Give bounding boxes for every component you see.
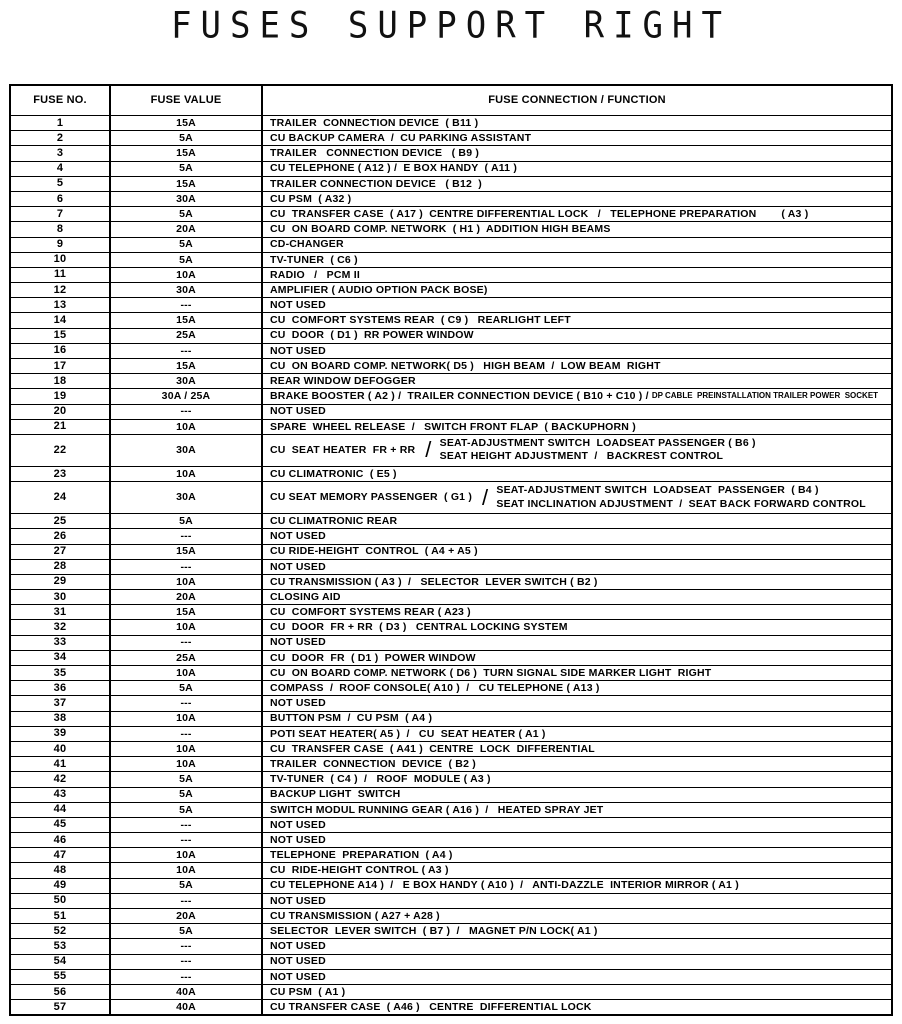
table-row bbox=[11, 237, 891, 252]
fuse-function-cell: CD-CHANGER bbox=[270, 238, 344, 251]
fuse-function-cell: NOT USED bbox=[270, 818, 326, 831]
fuse-no-cell: 41 bbox=[11, 757, 111, 771]
fuse-no-cell: 40 bbox=[11, 742, 111, 756]
fuse-value-cell: --- bbox=[111, 560, 263, 574]
split-line: SEAT-ADJUSTMENT SWITCH LOADSEAT PASSENGER ( B4 ) bbox=[496, 483, 819, 496]
col-header-fuse-no: FUSE NO. bbox=[11, 86, 111, 115]
fuse-value-cell: --- bbox=[111, 833, 263, 847]
table-row bbox=[11, 923, 891, 938]
table-row bbox=[11, 908, 891, 923]
fuse-no-cell: 52 bbox=[11, 924, 111, 938]
fuse-function-cell: TV-TUNER ( C6 ) bbox=[270, 253, 358, 266]
fuse-no-cell: 2 bbox=[11, 131, 111, 145]
fuse-function-cell: CU TRANSFER CASE ( A46 ) CENTRE DIFFERENTIAL LOCK bbox=[270, 1000, 592, 1013]
table-row bbox=[11, 252, 891, 267]
table-row bbox=[11, 878, 891, 893]
fuse-function-cell: CU PSM ( A1 ) bbox=[270, 985, 346, 998]
fuse-value-cell: 5A bbox=[111, 131, 263, 145]
fuse-function-cell: CU TRANSFER CASE ( A41 ) CENTRE LOCK DIFFERENTIAL bbox=[270, 742, 595, 755]
table-row bbox=[11, 130, 891, 145]
fuse-no-cell: 26 bbox=[11, 529, 111, 543]
table-row bbox=[11, 528, 891, 543]
fuse-no-cell: 15 bbox=[11, 329, 111, 343]
fuse-value-cell: --- bbox=[111, 939, 263, 953]
table-row bbox=[11, 589, 891, 604]
fuse-function-cell: REAR WINDOW DEFOGGER bbox=[270, 375, 416, 388]
table-row bbox=[11, 358, 891, 373]
table-row bbox=[11, 999, 891, 1014]
split-line: SEAT HEIGHT ADJUSTMENT / BACKREST CONTROL bbox=[439, 450, 724, 463]
fuse-value-cell: 5A bbox=[111, 879, 263, 893]
split-line: SEAT INCLINATION ADJUSTMENT / SEAT BACK FORWARD CONTROL bbox=[496, 497, 866, 510]
fuse-no-cell: 45 bbox=[11, 818, 111, 832]
fuse-no-cell: 46 bbox=[11, 833, 111, 847]
table-row bbox=[11, 176, 891, 191]
fuse-table bbox=[9, 84, 893, 1016]
fuse-value-cell: 5A bbox=[111, 788, 263, 802]
table-row bbox=[11, 115, 891, 130]
fuse-function-cell: CU CLIMATRONIC REAR bbox=[270, 514, 398, 527]
fuse-value-cell: 5A bbox=[111, 681, 263, 695]
fuse-value-cell: 15A bbox=[111, 177, 263, 191]
table-row bbox=[11, 619, 891, 634]
fuse-value-cell: 10A bbox=[111, 666, 263, 680]
fuse-no-cell: 27 bbox=[11, 545, 111, 559]
fuse-value-cell: 10A bbox=[111, 420, 263, 434]
fuse-value-cell: 5A bbox=[111, 772, 263, 786]
fuse-no-cell: 7 bbox=[11, 207, 111, 221]
table-row bbox=[11, 267, 891, 282]
fuse-no-cell: 17 bbox=[11, 359, 111, 373]
table-row bbox=[11, 984, 891, 999]
fuse-value-cell: 20A bbox=[111, 590, 263, 604]
fuse-function-cell: CU PSM ( A32 ) bbox=[270, 192, 352, 205]
split-slash: / bbox=[425, 437, 432, 463]
fuse-value-cell: --- bbox=[111, 955, 263, 969]
fuse-no-cell: 18 bbox=[11, 374, 111, 388]
table-row bbox=[11, 145, 891, 160]
fuse-value-cell: 30A bbox=[111, 435, 263, 466]
fuse-no-cell: 54 bbox=[11, 955, 111, 969]
fuse-function-cell: SPARE WHEEL RELEASE / SWITCH FRONT FLAP ( BACKUPHORN ) bbox=[270, 420, 636, 433]
fuse-value-cell: 15A bbox=[111, 313, 263, 327]
fuse-no-cell: 57 bbox=[11, 1000, 111, 1014]
table-row bbox=[11, 388, 891, 403]
fuse-function-cell: BRAKE BOOSTER ( A2 ) / TRAILER CONNECTION DEVICE ( B10 + C10 ) / DP CABLE PREINSTALLATION TRAILER POWER SOCKET bbox=[270, 390, 879, 403]
fuse-function-cell: CU ON BOARD COMP. NETWORK ( D6 ) TURN SIGNAL SIDE MARKER LIGHT RIGHT bbox=[270, 666, 712, 679]
table-row bbox=[11, 771, 891, 786]
fuse-value-cell: 5A bbox=[111, 924, 263, 938]
fuse-no-cell: 43 bbox=[11, 788, 111, 802]
table-row bbox=[11, 513, 891, 528]
fuse-function-cell: TRAILER CONNECTION DEVICE ( B2 ) bbox=[270, 757, 476, 770]
table-row bbox=[11, 847, 891, 862]
fuse-no-cell: 13 bbox=[11, 298, 111, 312]
fuse-value-cell: --- bbox=[111, 696, 263, 710]
fuse-value-cell: 10A bbox=[111, 742, 263, 756]
fuse-value-cell: 30A bbox=[111, 482, 263, 513]
fuse-function-cell: CU TELEPHONE ( A12 ) / E BOX HANDY ( A11 ) bbox=[270, 162, 518, 175]
table-row bbox=[11, 297, 891, 312]
fuse-function-cell: NOT USED bbox=[270, 405, 326, 418]
fuse-no-cell: 29 bbox=[11, 575, 111, 589]
table-row bbox=[11, 544, 891, 559]
fuse-no-cell: 31 bbox=[11, 605, 111, 619]
fuse-function-cell: NOT USED bbox=[270, 697, 326, 710]
table-row bbox=[11, 221, 891, 236]
fuse-no-cell: 9 bbox=[11, 238, 111, 252]
fuse-value-cell: 20A bbox=[111, 222, 263, 236]
table-row bbox=[11, 574, 891, 589]
table-row bbox=[11, 817, 891, 832]
fuse-value-cell: 30A bbox=[111, 283, 263, 297]
fuse-function-cell: NOT USED bbox=[270, 970, 326, 983]
fuse-function-cell: TELEPHONE PREPARATION ( A4 ) bbox=[270, 849, 453, 862]
function-small-print: DP CABLE PREINSTALLATION TRAILER POWER SOCKET bbox=[651, 391, 879, 401]
fuse-value-cell: 10A bbox=[111, 620, 263, 634]
fuse-function-cell: TRAILER CONNECTION DEVICE ( B12 ) bbox=[270, 177, 482, 190]
table-row bbox=[11, 604, 891, 619]
table-row bbox=[11, 343, 891, 358]
fuse-function-cell: CU DOOR ( D1 ) RR POWER WINDOW bbox=[270, 329, 474, 342]
fuse-function-cell: NOT USED bbox=[270, 940, 326, 953]
fuse-function-cell: SWITCH MODUL RUNNING GEAR ( A16 ) / HEATED SPRAY JET bbox=[270, 803, 604, 816]
fuse-no-cell: 20 bbox=[11, 405, 111, 419]
split-line: SEAT-ADJUSTMENT SWITCH LOADSEAT PASSENGER ( B6 ) bbox=[439, 436, 756, 449]
fuse-no-cell: 25 bbox=[11, 514, 111, 528]
fuse-value-cell: 30A bbox=[111, 192, 263, 206]
fuse-function-cell: CU COMFORT SYSTEMS REAR ( C9 ) REARLIGHT LEFT bbox=[270, 314, 571, 327]
fuse-no-cell: 30 bbox=[11, 590, 111, 604]
table-row bbox=[11, 419, 891, 434]
fuse-value-cell: --- bbox=[111, 298, 263, 312]
fuse-value-cell: 10A bbox=[111, 268, 263, 282]
split-slash: / bbox=[482, 484, 489, 510]
fuse-function-cell: BUTTON PSM / CU PSM ( A4 ) bbox=[270, 712, 433, 725]
fuse-no-cell: 5 bbox=[11, 177, 111, 191]
split-lines bbox=[496, 484, 866, 511]
fuse-value-cell: 30A / 25A bbox=[111, 389, 263, 403]
fuse-function-cell: CU DOOR FR + RR ( D3 ) CENTRAL LOCKING SYSTEM bbox=[270, 621, 568, 634]
fuse-function-cell: TRAILER CONNECTION DEVICE ( B11 ) bbox=[270, 116, 479, 129]
fuse-value-cell: 40A bbox=[111, 985, 263, 999]
fuse-function-cell: CU CLIMATRONIC ( E5 ) bbox=[270, 467, 397, 480]
table-row bbox=[11, 434, 891, 466]
fuse-value-cell: --- bbox=[111, 818, 263, 832]
table-row bbox=[11, 161, 891, 176]
fuse-function-cell: NOT USED bbox=[270, 299, 326, 312]
fuse-function-cell: AMPLIFIER ( AUDIO OPTION PACK BOSE) bbox=[270, 283, 488, 296]
fuse-no-cell: 36 bbox=[11, 681, 111, 695]
fuse-no-cell: 34 bbox=[11, 651, 111, 665]
table-row bbox=[11, 650, 891, 665]
fuse-no-cell: 44 bbox=[11, 803, 111, 817]
fuse-no-cell: 38 bbox=[11, 712, 111, 726]
fuse-no-cell: 33 bbox=[11, 636, 111, 650]
fuse-no-cell: 1 bbox=[11, 116, 111, 130]
fuse-function-cell: CU SEAT HEATER FR + RR / SEAT-ADJUSTMENT SWITCH LOADSEAT PASSENGER ( B6 ) SEAT HEIGHT ADJUSTMENT / BACKREST CONTROL bbox=[270, 436, 756, 463]
table-row bbox=[11, 726, 891, 741]
fuse-function-cell: BACKUP LIGHT SWITCH bbox=[270, 788, 401, 801]
table-row bbox=[11, 665, 891, 680]
fuse-no-cell: 6 bbox=[11, 192, 111, 206]
fuse-no-cell: 14 bbox=[11, 313, 111, 327]
table-row bbox=[11, 328, 891, 343]
fuse-value-cell: 25A bbox=[111, 329, 263, 343]
fuse-function-cell: NOT USED bbox=[270, 894, 326, 907]
fuse-function-cell: CU TELEPHONE A14 ) / E BOX HANDY ( A10 ) / ANTI-DAZZLE INTERIOR MIRROR ( A1 ) bbox=[270, 879, 739, 892]
fuse-no-cell: 32 bbox=[11, 620, 111, 634]
table-header-row bbox=[11, 86, 891, 115]
table-row bbox=[11, 695, 891, 710]
fuse-function-cell: CU BACKUP CAMERA / CU PARKING ASSISTANT bbox=[270, 132, 532, 145]
table-row bbox=[11, 404, 891, 419]
table-row bbox=[11, 893, 891, 908]
fuse-no-cell: 23 bbox=[11, 467, 111, 481]
fuse-value-cell: 15A bbox=[111, 545, 263, 559]
table-row bbox=[11, 282, 891, 297]
table-row bbox=[11, 802, 891, 817]
fuse-value-cell: 10A bbox=[111, 848, 263, 862]
fuse-no-cell: 50 bbox=[11, 894, 111, 908]
table-row bbox=[11, 680, 891, 695]
fuse-function-cell: RADIO / PCM II bbox=[270, 268, 360, 281]
table-row bbox=[11, 862, 891, 877]
fuse-value-cell: 10A bbox=[111, 863, 263, 877]
fuse-no-cell: 24 bbox=[11, 482, 111, 513]
fuse-value-cell: 10A bbox=[111, 575, 263, 589]
table-row bbox=[11, 373, 891, 388]
fuse-value-cell: --- bbox=[111, 529, 263, 543]
fuse-function-cell: CU TRANSFER CASE ( A17 ) CENTRE DIFFERENTIAL LOCK / TELEPHONE PREPARATION ( A3 ) bbox=[270, 207, 809, 220]
fuse-function-cell: NOT USED bbox=[270, 636, 326, 649]
fuse-value-cell: 5A bbox=[111, 238, 263, 252]
fuse-function-cell: CU ON BOARD COMP. NETWORK ( H1 ) ADDITION HIGH BEAMS bbox=[270, 223, 611, 236]
fuse-value-cell: 15A bbox=[111, 359, 263, 373]
col-header-fuse-function: FUSE CONNECTION / FUNCTION bbox=[488, 94, 666, 106]
table-row bbox=[11, 756, 891, 771]
fuse-no-cell: 4 bbox=[11, 162, 111, 176]
fuse-no-cell: 56 bbox=[11, 985, 111, 999]
fuse-value-cell: 20A bbox=[111, 909, 263, 923]
fuse-function-cell: NOT USED bbox=[270, 955, 326, 968]
fuse-no-cell: 10 bbox=[11, 253, 111, 267]
fuse-value-cell: --- bbox=[111, 636, 263, 650]
fuse-value-cell: 30A bbox=[111, 374, 263, 388]
table-row bbox=[11, 466, 891, 481]
fuse-function-cell: CLOSING AID bbox=[270, 590, 341, 603]
fuse-no-cell: 22 bbox=[11, 435, 111, 466]
table-row bbox=[11, 559, 891, 574]
table-row bbox=[11, 938, 891, 953]
fuse-function-cell: CU SEAT MEMORY PASSENGER ( G1 ) / SEAT-ADJUSTMENT SWITCH LOADSEAT PASSENGER ( B4 ) SEAT INCLINATION ADJUSTMENT / SEAT BACK FORWARD CONTROL bbox=[270, 483, 866, 510]
fuse-no-cell: 42 bbox=[11, 772, 111, 786]
fuse-no-cell: 37 bbox=[11, 696, 111, 710]
fuse-function-cell: NOT USED bbox=[270, 560, 326, 573]
table-row bbox=[11, 741, 891, 756]
fuse-value-cell: 15A bbox=[111, 605, 263, 619]
fuse-no-cell: 16 bbox=[11, 344, 111, 358]
split-lines bbox=[440, 437, 756, 464]
fuse-value-cell: --- bbox=[111, 970, 263, 984]
fuse-no-cell: 39 bbox=[11, 727, 111, 741]
fuse-no-cell: 28 bbox=[11, 560, 111, 574]
fuse-function-cell: CU ON BOARD COMP. NETWORK( D5 ) HIGH BEAM / LOW BEAM RIGHT bbox=[270, 359, 661, 372]
fuse-function-cell: NOT USED bbox=[270, 833, 326, 846]
fuse-no-cell: 35 bbox=[11, 666, 111, 680]
col-header-fuse-value: FUSE VALUE bbox=[111, 86, 263, 115]
fuse-no-cell: 49 bbox=[11, 879, 111, 893]
fuse-no-cell: 12 bbox=[11, 283, 111, 297]
fuse-function-cell: TRAILER CONNECTION DEVICE ( B9 ) bbox=[270, 147, 480, 160]
fuse-function-cell: COMPASS / ROOF CONSOLE( A10 ) / CU TELEPHONE ( A13 ) bbox=[270, 682, 600, 695]
fuse-no-cell: 48 bbox=[11, 863, 111, 877]
fuse-value-cell: 25A bbox=[111, 651, 263, 665]
fuse-no-cell: 19 bbox=[11, 389, 111, 403]
fuse-value-cell: 10A bbox=[111, 712, 263, 726]
fuse-no-cell: 53 bbox=[11, 939, 111, 953]
fuse-value-cell: 5A bbox=[111, 162, 263, 176]
table-row bbox=[11, 191, 891, 206]
table-row bbox=[11, 832, 891, 847]
fuse-value-cell: 5A bbox=[111, 207, 263, 221]
fuse-function-cell: CU TRANSMISSION ( A3 ) / SELECTOR LEVER SWITCH ( B2 ) bbox=[270, 575, 598, 588]
page-title: FUSES SUPPORT RIGHT bbox=[171, 4, 731, 48]
table-row bbox=[11, 787, 891, 802]
fuse-value-cell: --- bbox=[111, 405, 263, 419]
fuse-function-cell: POTI SEAT HEATER( A5 ) / CU SEAT HEATER ( A1 ) bbox=[270, 727, 546, 740]
fuse-function-cell: NOT USED bbox=[270, 344, 326, 357]
fuse-no-cell: 47 bbox=[11, 848, 111, 862]
table-row bbox=[11, 711, 891, 726]
fuse-value-cell: 15A bbox=[111, 146, 263, 160]
fuse-function-cell: SELECTOR LEVER SWITCH ( B7 ) / MAGNET P/N LOCK( A1 ) bbox=[270, 925, 598, 938]
fuse-function-cell: CU RIDE-HEIGHT CONTROL ( A3 ) bbox=[270, 864, 449, 877]
fuse-value-cell: 10A bbox=[111, 467, 263, 481]
fuse-function-cell: CU DOOR FR ( D1 ) POWER WINDOW bbox=[270, 651, 476, 664]
table-row bbox=[11, 969, 891, 984]
fuse-function-cell: CU TRANSMISSION ( A27 + A28 ) bbox=[270, 909, 440, 922]
table-row bbox=[11, 635, 891, 650]
fuse-value-cell: 40A bbox=[111, 1000, 263, 1014]
fuse-no-cell: 51 bbox=[11, 909, 111, 923]
fuse-value-cell: 5A bbox=[111, 253, 263, 267]
fuse-function-cell: TV-TUNER ( C4 ) / ROOF MODULE ( A3 ) bbox=[270, 773, 491, 786]
table-row bbox=[11, 954, 891, 969]
fuse-no-cell: 11 bbox=[11, 268, 111, 282]
fuse-no-cell: 55 bbox=[11, 970, 111, 984]
table-row bbox=[11, 206, 891, 221]
fuse-value-cell: --- bbox=[111, 344, 263, 358]
fuse-no-cell: 8 bbox=[11, 222, 111, 236]
fuse-table-body bbox=[11, 115, 891, 1014]
table-row bbox=[11, 312, 891, 327]
fuse-no-cell: 3 bbox=[11, 146, 111, 160]
fuse-value-cell: 5A bbox=[111, 514, 263, 528]
fuse-value-cell: 5A bbox=[111, 803, 263, 817]
fuse-function-cell: CU RIDE-HEIGHT CONTROL ( A4 + A5 ) bbox=[270, 545, 478, 558]
fuse-value-cell: --- bbox=[111, 894, 263, 908]
fuse-function-cell: CU COMFORT SYSTEMS REAR ( A23 ) bbox=[270, 606, 471, 619]
fuse-function-cell: NOT USED bbox=[270, 530, 326, 543]
fuse-no-cell: 21 bbox=[11, 420, 111, 434]
fuse-value-cell: 10A bbox=[111, 757, 263, 771]
fuse-value-cell: 15A bbox=[111, 116, 263, 130]
fuse-value-cell: --- bbox=[111, 727, 263, 741]
table-row bbox=[11, 481, 891, 513]
